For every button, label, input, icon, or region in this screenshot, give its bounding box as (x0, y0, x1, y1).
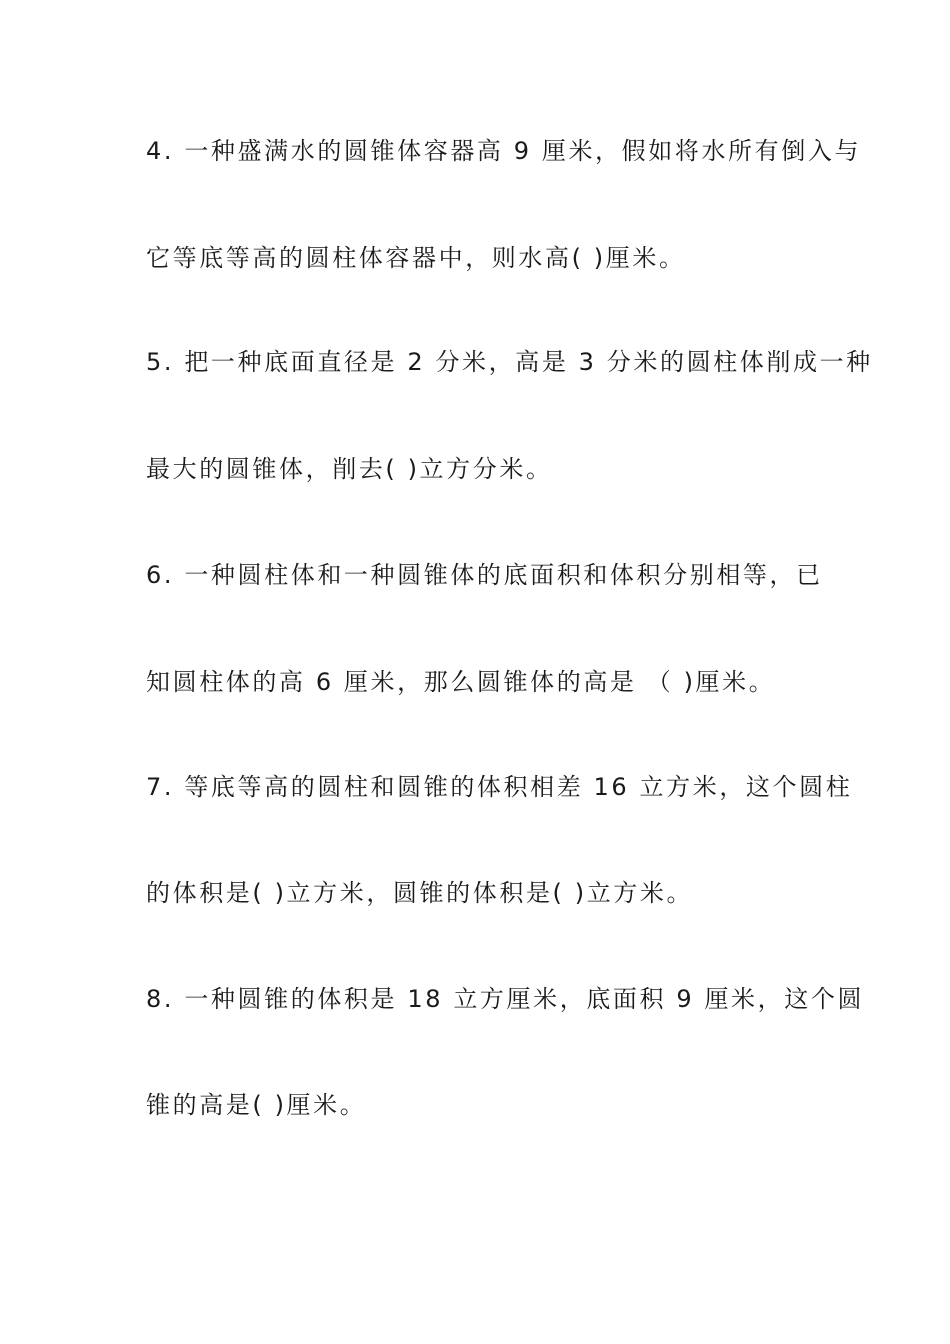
question-5-line-2: 最大的圆锥体，削去( )立方分米。 (146, 455, 553, 483)
question-4-line-2: 它等底等高的圆柱体容器中，则水高( )厘米。 (146, 244, 686, 272)
question-7-line-1: 7. 等底等高的圆柱和圆锥的体积相差 16 立方米，这个圆柱 (146, 773, 853, 801)
question-4-line-1: 4. 一种盛满水的圆锥体容器高 9 厘米，假如将水所有倒入与 (146, 137, 862, 165)
question-8-line-2: 锥的高是( )厘米。 (146, 1091, 367, 1119)
question-6-line-1: 6. 一种圆柱体和一种圆锥体的底面积和体积分别相等，已 (146, 561, 823, 589)
question-7-line-2: 的体积是( )立方米，圆锥的体积是( )立方米。 (146, 879, 694, 907)
question-6-line-2: 知圆柱体的高 6 厘米，那么圆锥体的高是 （ )厘米。 (146, 668, 776, 696)
question-5-line-1: 5. 把一种底面直径是 2 分米，高是 3 分米的圆柱体削成一种 (146, 348, 873, 376)
question-8-line-1: 8. 一种圆锥的体积是 18 立方厘米，底面积 9 厘米，这个圆 (146, 985, 865, 1013)
